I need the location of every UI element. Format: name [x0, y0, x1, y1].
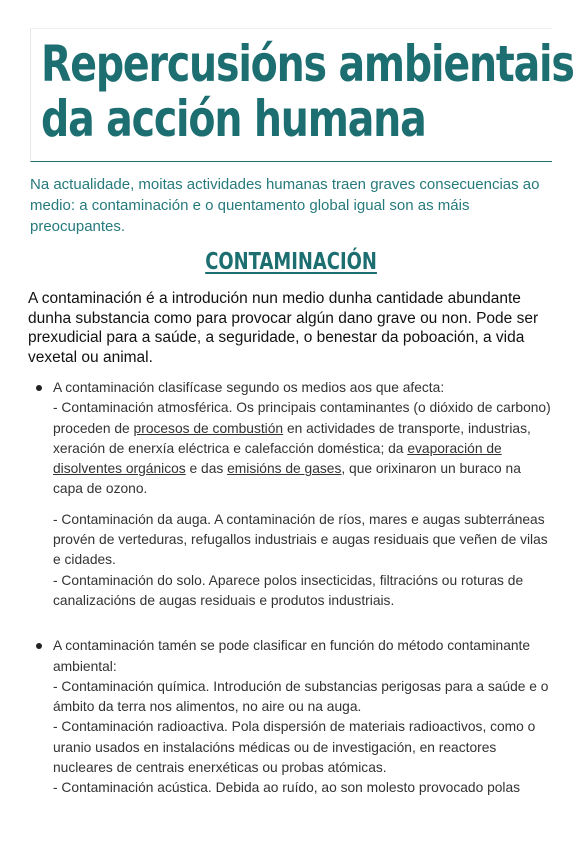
atmospheric-text: - Contaminación atmosférica. Os principais contaminantes (o dióxido de carbono) proceden de — [53, 400, 551, 436]
title-box — [30, 28, 574, 162]
acoustic-text: - Contaminación acústica. Debida ao ruído, ao son molesto provocado polas — [53, 780, 521, 796]
intro-paragraph: Na actualidade, moitas actividades humanas traen graves consecuencias ao medio: a contaminación e o quentamento global igual son as máis preocupantes. — [30, 176, 540, 235]
list-item-intro: A contaminación clasifícase segundo os medios aos que afecta: — [53, 380, 445, 395]
chemical-text: - Contaminación química. Introdución de substancias perigosas para a saúde e o ámbito da terra nos alimentos, no aire ou na auga. — [53, 678, 549, 715]
atmospheric-text: en actividades de transporte, industrias, xeración de enerxía eléctrica e calefacción doméstica; da — [53, 420, 531, 456]
classification-list — [0, 378, 582, 799]
link-gas-emissions[interactable]: emisións de gases — [227, 461, 342, 477]
link-evaporation[interactable]: evaporación de disolventes orgánicos — [53, 440, 502, 477]
soil-text: - Contaminación do solo. Aparece polos insecticidas, filtracións ou roturas de canalizacións de augas residuais e produtos industriais. — [53, 572, 524, 608]
water-text: - Contaminación da auga. A contaminación de ríos, mares e augas subterráneas provén de verteduras, refugallos industriais e augas residuais que veñen de vilas e cidades. — [53, 511, 548, 568]
bullet-icon — [36, 643, 42, 649]
definition-paragraph: A contaminación é a introdución nun medio dunha cantidade abundante dunha substancia como para provocar algún dano grave ou non. Pode ser prexudicial para a saúde, a seguridade, o benestar da poboación, a vida vexetal ou animal. — [28, 290, 539, 366]
bullet-icon — [36, 385, 42, 391]
atmospheric-text: e das — [185, 461, 228, 477]
list-item — [0, 636, 582, 798]
radioactive-text: - Contaminación radioactiva. Pola dispersión de materiais radioactivos, como o uranio usados en instalacións médicas ou de investigación, en reactores nucleares de centrais enerxéticas ou probas atómicas. — [53, 719, 536, 776]
page-title-line-2: da acción humana — [41, 90, 426, 148]
list-item-paragraph — [53, 510, 553, 611]
section-heading-text: CONTAMINACIÓN — [205, 249, 377, 275]
list-item-paragraph — [53, 378, 553, 500]
list-item-paragraph — [53, 636, 553, 798]
page-title-line-1: Repercusións ambientais — [41, 35, 574, 93]
page-title — [41, 35, 574, 148]
link-combustion[interactable]: procesos de combustión — [133, 420, 284, 436]
list-item — [0, 378, 582, 611]
list-item-intro: A contaminación tamén se pode clasificar en función do método contaminante ambiental: — [53, 638, 531, 674]
atmospheric-text: , que orixinaron un buraco na capa de ozono. — [53, 461, 521, 497]
section-heading — [0, 248, 582, 276]
